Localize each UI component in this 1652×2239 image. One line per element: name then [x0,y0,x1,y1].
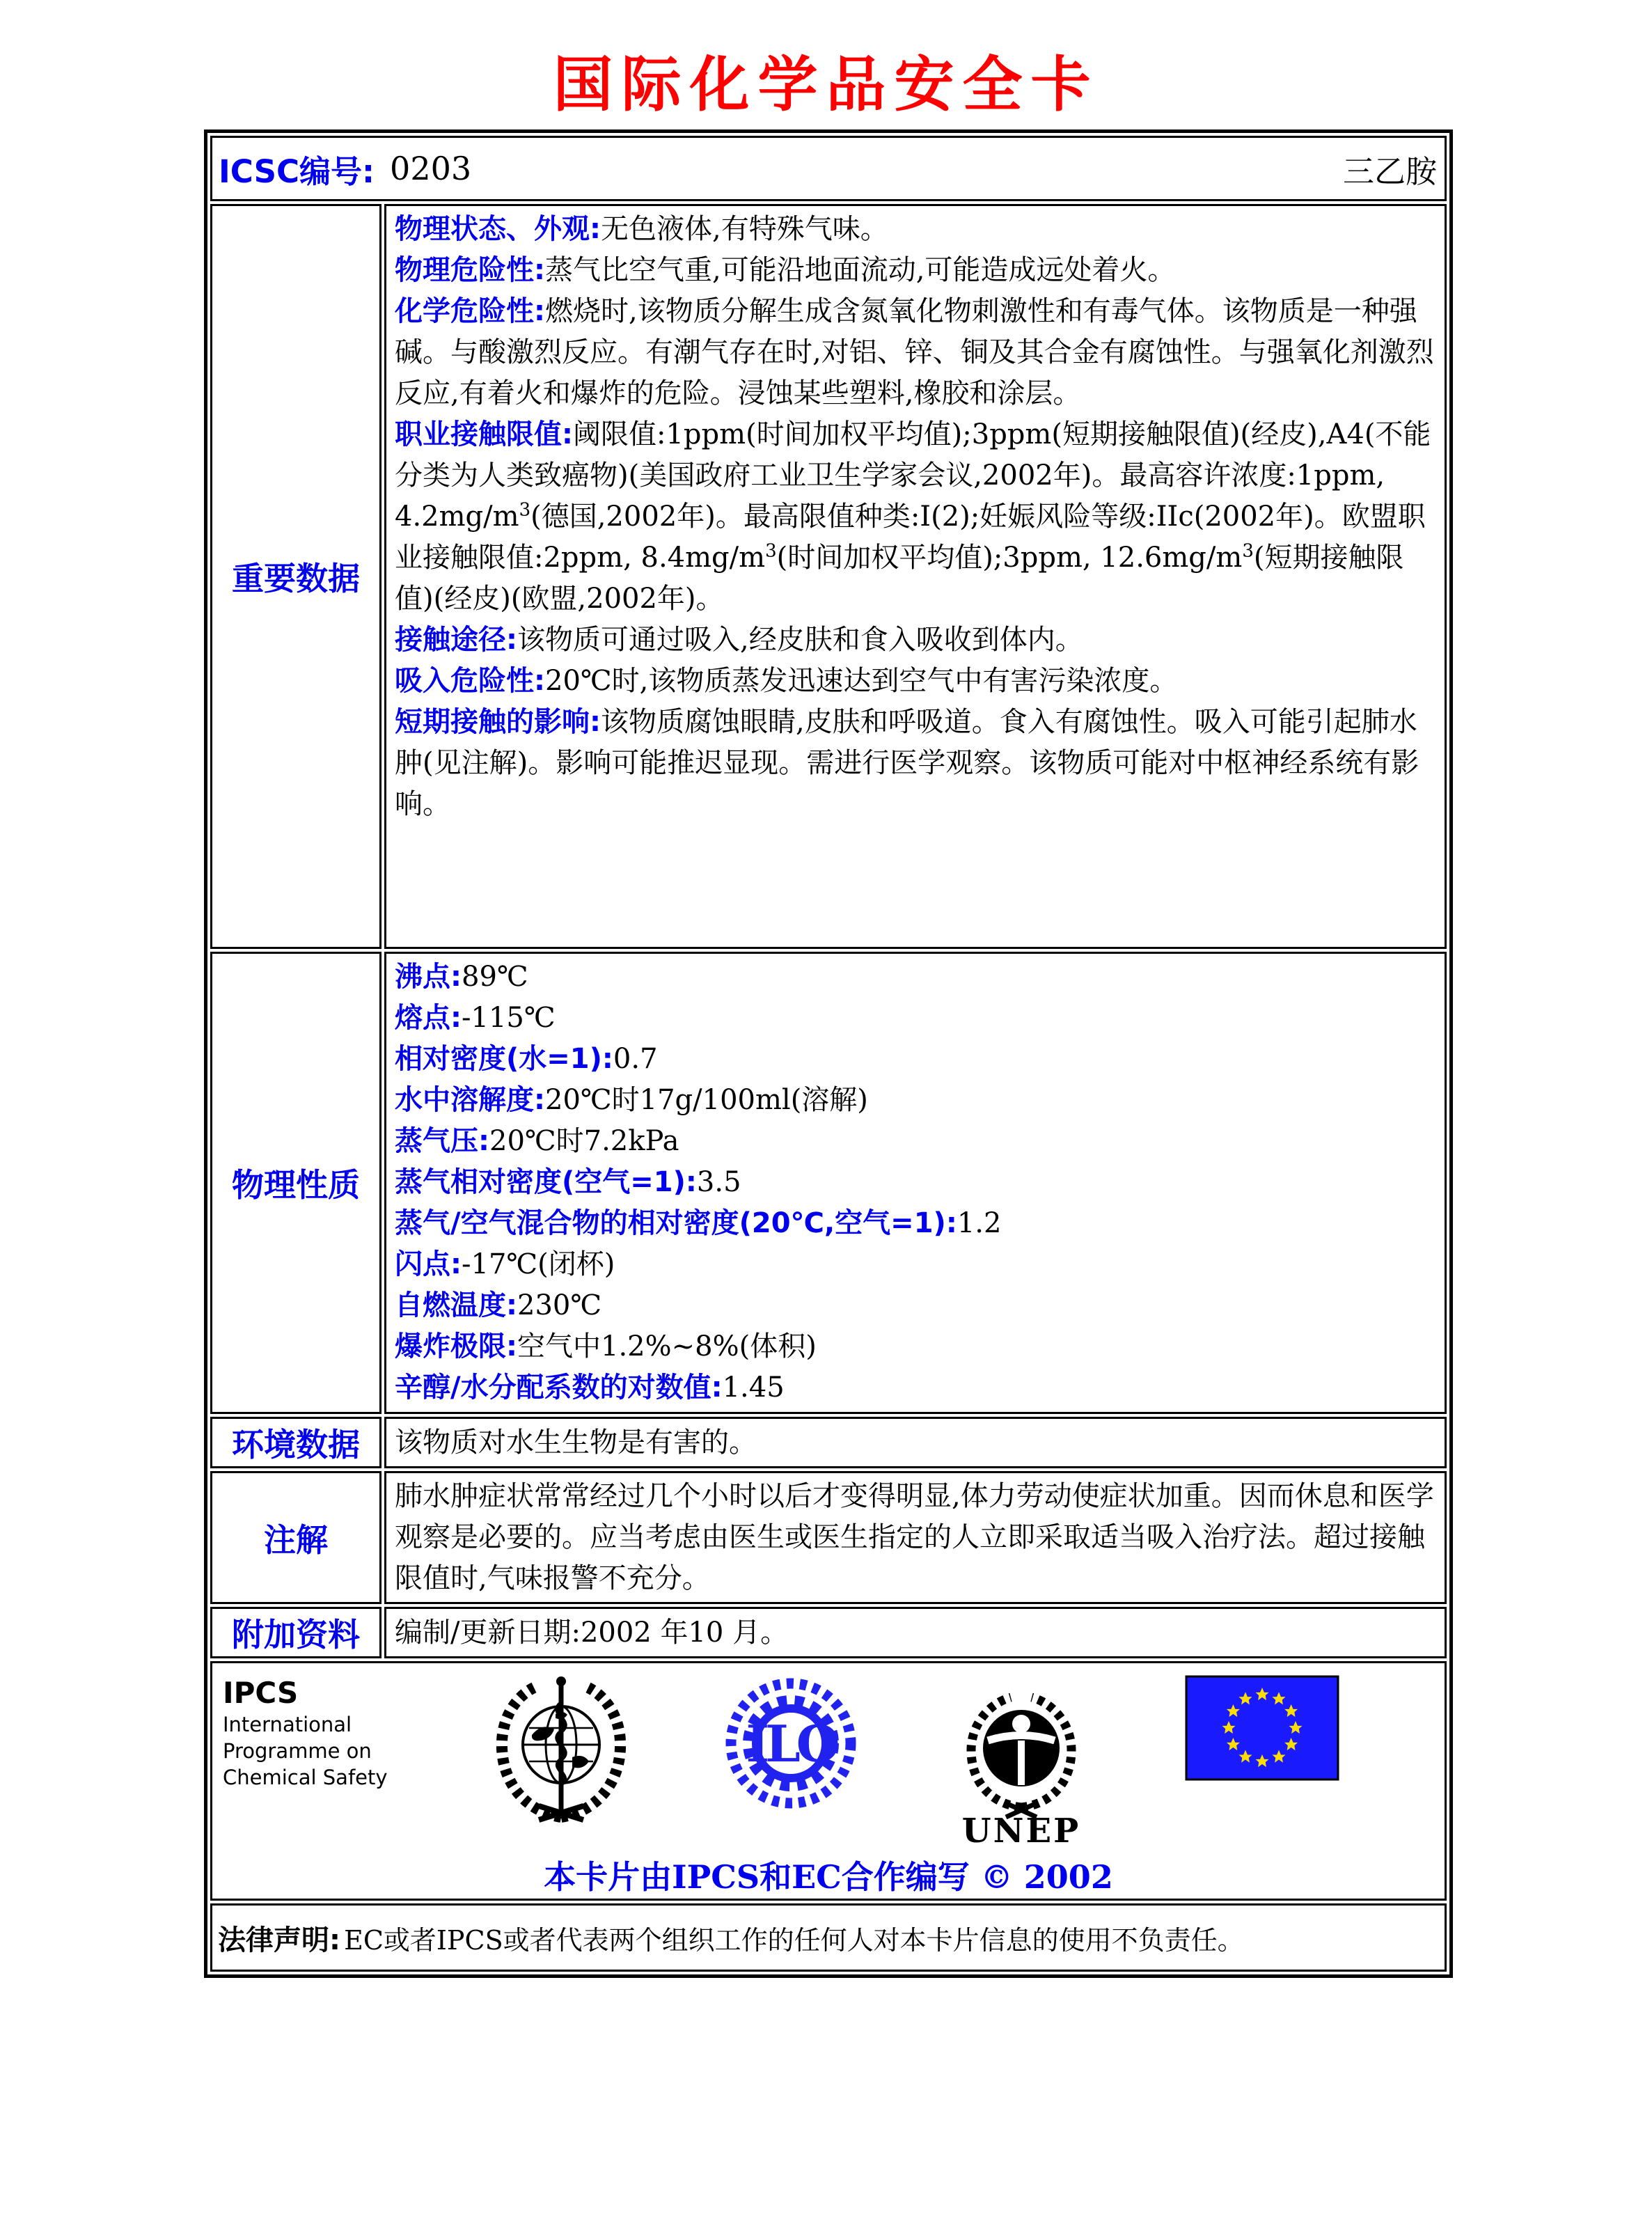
additional-info-content [384,1607,1447,1658]
eu-flag-icon [1185,1675,1339,1781]
paragraph: 爆炸极限:空气中1.2%~8%(体积) [395,1330,817,1362]
ipcs-title: IPCS [223,1676,299,1710]
cooperation-caption: 本卡片由IPCS和EC合作编写 © 2002 [544,1858,1113,1896]
physical-properties-content [384,952,1447,1414]
ipcs-line-2: Programme on [223,1739,372,1763]
section-label-environmental-data: 环境数据 [232,1426,360,1463]
ilo-logo-icon [725,1675,857,1812]
paragraph: 蒸气相对密度(空气=1):3.5 [395,1166,741,1198]
section-label-additional-info: 附加资料 [232,1616,360,1653]
ipcs-text-block [223,1675,397,1791]
unep-logo-icon [952,1675,1091,1848]
paragraph: 自燃温度:230℃ [395,1289,602,1321]
paragraph: 沸点:89℃ [395,961,528,993]
icsc-header-row [210,136,1447,201]
section-cell-additional-info [210,1607,381,1658]
paragraph: 职业接触限值:阈限值:1ppm(时间加权平均值);3ppm(短期接触限值)(经皮),A4(不能分类为人类致癌物)(美国政府工业卫生学家会议,2002年)。最高容许浓度:1ppm, $4.2mg/m^3$(德国,2002年)。最高限值种类:I(2);妊娠风险等级:IIc(2002年)。欧盟职业接触限值:2ppm, $8.4mg/m^3$(时间加权平均值);3ppm, $12.6mg/m^3$(短期接触限值)(经皮)(欧盟,2002年)。 [395,418,1431,615]
legal-notice-label: 法律声明: [218,1924,340,1956]
paragraph: 短期接触的影响:该物质腐蚀眼睛,皮肤和呼吸道。食入有腐蚀性。吸入可能引起肺水肿(见注解)。影响可能推迟显现。需进行医学观察。该物质可能对中枢神经系统有影响。 [395,706,1419,820]
paragraph: 化学危险性:燃烧时,该物质分解生成含氮氧化物刺激性和有毒气体。该物质是一种强碱。与酸激烈反应。有潮气存在时,对铝、锌、铜及其合金有腐蚀性。与强氧化剂激烈反应,有着火和爆炸的危险。浸蚀某些塑料,橡胶和涂层。 [395,295,1434,409]
paragraph: 物理危险性:蒸气比空气重,可能沿地面流动,可能造成远处着火。 [395,254,1176,286]
ipcs-line-3: Chemical Safety [223,1766,388,1789]
important-data-content [384,204,1447,949]
who-logo-icon [491,1675,631,1823]
notes-content [384,1471,1447,1604]
paragraph: 闪点:-17℃(闭杯) [395,1248,615,1280]
paragraph: 物理状态、外观:无色液体,有特殊气味。 [395,213,888,245]
paragraph: 蒸气/空气混合物的相对密度(20℃,空气=1):1.2 [395,1207,1002,1239]
legal-row [210,1903,1447,1972]
page-title: 国际化学品安全卡 [553,49,1099,120]
paragraph: 蒸气压:20℃时7.2kPa [395,1125,679,1157]
paragraph: 吸入危险性:20℃时,该物质蒸发迅速达到空气中有害污染浓度。 [395,665,1178,697]
section-cell-notes [210,1471,381,1604]
paragraph: 相对密度(水=1):0.7 [395,1043,658,1075]
paragraph: 肺水肿症状常常经过几个小时以后才变得明显,体力劳动使症状加重。因而休息和医学观察是必要的。应当考虑由医生或医生指定的人立即采取适当吸入治疗法。超过接触限值时,气味报警不充分。 [395,1480,1434,1594]
environmental-data-content [384,1417,1447,1468]
section-label-notes: 注解 [264,1521,328,1559]
section-cell-environmental-data [210,1417,381,1468]
legal-notice-text: EC或者IPCS或者代表两个组织工作的任何人对本卡片信息的使用不负责任。 [344,1924,1244,1956]
icsc-table [204,129,1453,1978]
icsc-number-label: ICSC编号: [219,152,375,190]
paragraph: 辛醇/水分配系数的对数值:1.45 [395,1372,785,1404]
icsc-number-value: 0203 [390,150,472,187]
paragraph: 水中溶解度:20℃时17g/100ml(溶解) [395,1084,868,1116]
section-cell-physical-properties [210,952,381,1414]
paragraph: 编制/更新日期:2002 年10 月。 [395,1616,789,1649]
section-cell-important-data [210,204,381,949]
ilo-monogram-text: ILO [746,1714,836,1773]
unep-wordmark-text: UNEP [961,1812,1080,1848]
ipcs-line-1: International [223,1713,352,1736]
paragraph: 熔点:-115℃ [395,1002,556,1034]
chemical-name: 三乙胺 [1342,152,1437,190]
section-label-physical-properties: 物理性质 [232,1166,360,1204]
paragraph: 接触途径:该物质可通过吸入,经皮肤和食入吸收到体内。 [395,624,1083,656]
paragraph: 该物质对水生生物是有害的。 [395,1426,757,1459]
section-label-important-data: 重要数据 [232,560,360,597]
logos-row [210,1661,1447,1901]
